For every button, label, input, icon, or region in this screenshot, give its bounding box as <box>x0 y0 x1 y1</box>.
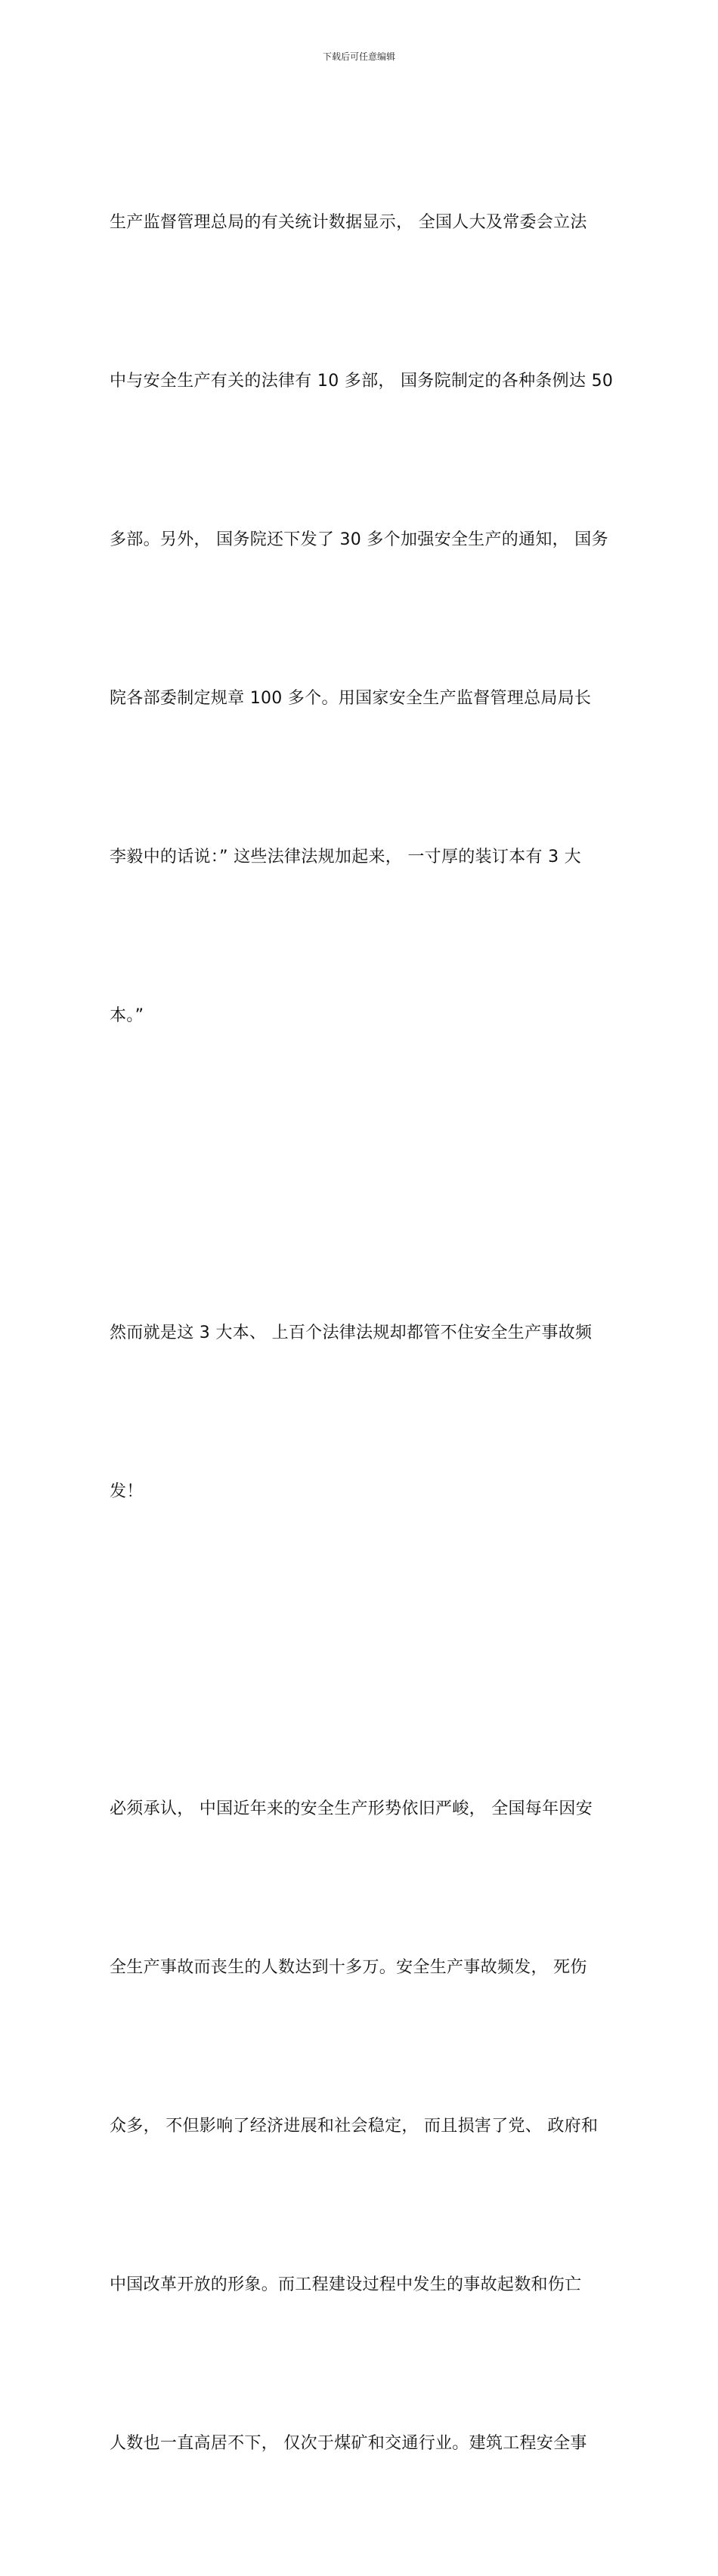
text-line: 院各部委制定规章 100 多个。用国家安全生产监督管理总局局长 <box>110 689 592 708</box>
text-line: 必须承认， 中国近年来的安全生产形势依旧严峻， 全国每年因安 <box>110 1799 593 1818</box>
text-line: 本。” <box>110 1006 144 1025</box>
paragraph-safety-situation <box>110 1677 612 2576</box>
text-line: 发！ <box>110 1482 144 1501</box>
text-line: 生产监督管理总局的有关统计数据显示， 全国人大及常委会立法 <box>110 213 587 232</box>
text-line: 全生产事故而丧生的人数达到十多万。安全生产事故频发， 死伤 <box>110 1958 587 1977</box>
paragraph-accidents-frequent <box>110 1201 612 1624</box>
text-line: 中国改革开放的形象。而工程建设过程中发生的事故起数和伤亡 <box>110 2275 582 2294</box>
text-line: 然而就是这 3 大本、 上百个法律法规却都管不住安全生产事故频 <box>110 1324 593 1342</box>
document-body <box>110 91 612 2576</box>
text-line: 多部。另外， 国务院还下发了 30 多个加强安全生产的通知， 国务 <box>110 530 608 549</box>
paragraph-gap <box>110 1148 612 1201</box>
text-line: 众多， 不但影响了经济进展和社会稳定， 而且损害了党、 政府和 <box>110 2117 599 2136</box>
text-line: 人数也一直高居不下， 仅次于煤矿和交通行业。建筑工程安全事 <box>110 2434 587 2453</box>
paragraph-statistics <box>110 91 612 1148</box>
text-line: 李毅中的话说：” 这些法律法规加起来， 一寸厚的装订本有 3 大 <box>110 848 581 866</box>
page-header: 下载后可任意编辑 <box>322 51 395 62</box>
paragraph-gap <box>110 1624 612 1677</box>
text-line: 中与安全生产有关的法律有 10 多部， 国务院制定的各种条例达 50 <box>110 372 614 391</box>
